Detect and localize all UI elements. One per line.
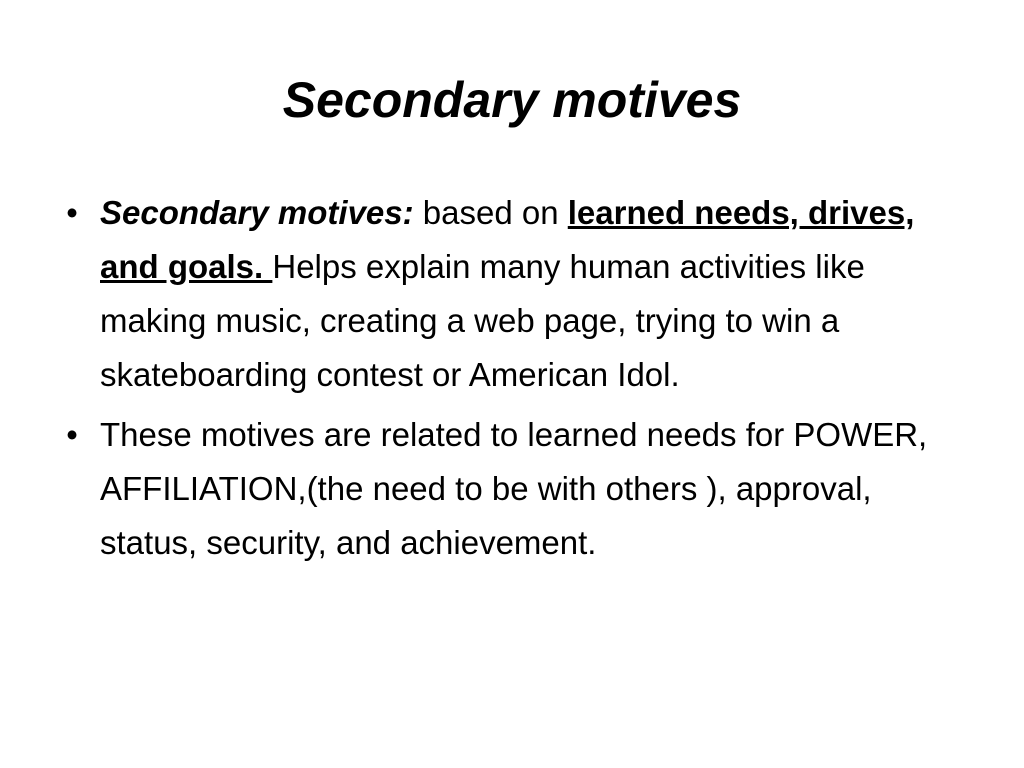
bullet-text: based on [413,194,568,231]
term-label: Secondary motives: [100,194,414,231]
bullet-item-secondary-motives [60,186,960,402]
bullet-text: These motives are related to learned needs for POWER, AFFILIATION,(the need to be with others ), approval, status, security, and achievement. [100,416,928,561]
bullet-text: Helps explain many human activities like making music, creating a web page, trying to win a skateboarding contest or American Idol. [100,248,865,393]
bullet-dot-icon: • [66,416,78,453]
bullet-dot-icon: • [66,194,78,231]
emphasis-text: learned needs, drives, and goals. [100,194,915,285]
slide-title: Secondary motives [282,72,742,128]
bullet-list [60,186,960,576]
bullet-item-learned-needs [60,408,960,570]
